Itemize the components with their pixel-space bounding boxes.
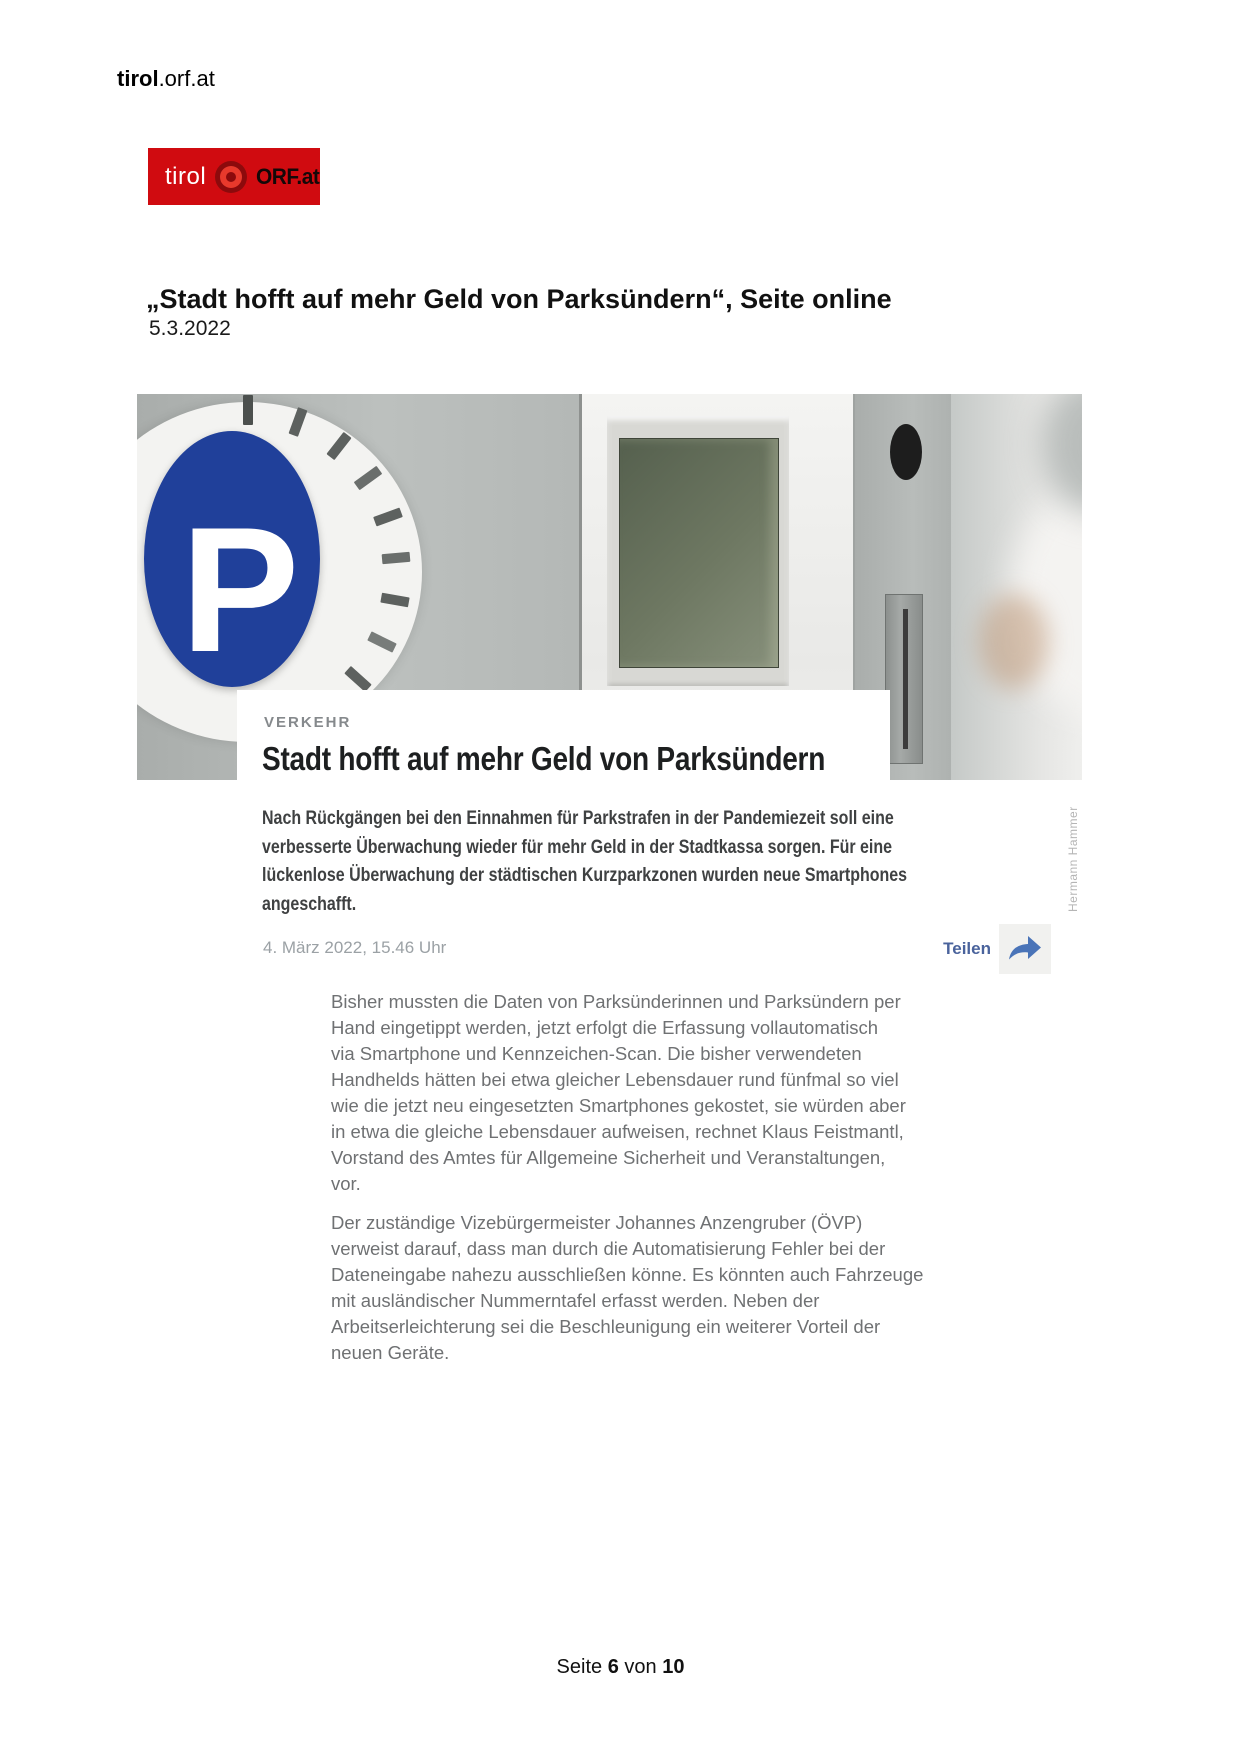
logo-orfat-label: ORF.at [256,163,320,189]
lead-line: lückenlose Überwachung der städtischen Kurzparkzonen wurden neue Smartphones [262,864,908,886]
share-iconbox[interactable] [999,924,1051,974]
orf-eye-icon [215,161,247,193]
body-line: neuen Geräte. [331,1342,450,1363]
article-lead [262,804,1049,918]
document-date: 5.3.2022 [149,317,231,340]
footer-current-page: 6 [607,1656,619,1678]
body-line: Dateneingabe nahezu ausschließen könne. Es könnten auch Fahrzeuge [331,1264,924,1285]
footer-middle: von [624,1656,657,1678]
body-line: Arbeitserleichterung sei die Beschleunigung ein weiterer Vorteil der [331,1316,881,1337]
share-button[interactable] [900,924,1051,974]
body-line: vor. [331,1173,361,1194]
meter-hole [890,424,922,480]
blurred-shadow [1041,394,1082,514]
body-paragraph [331,989,923,1197]
parking-sign-letter: P [180,490,300,689]
logo-tirol-label: tirol [165,162,207,190]
blurred-background [951,394,1082,780]
publish-date: 4. März 2022, 15.46 Uhr [263,938,447,957]
footer-prefix: Seite [556,1656,603,1678]
body-line: Handhelds hätten bei etwa gleicher Lebensdauer rund fünfmal so viel [331,1069,899,1090]
body-line: mit ausländischer Nummerntafel erfasst werden. Neben der [331,1290,820,1311]
brand-text [117,66,215,92]
lead-line: angeschafft. [262,892,357,915]
category-label: VERKEHR [264,714,352,731]
body-line: in etwa die gleiche Lebensdauer aufweisen, rechnet Klaus Feistmantl, [331,1121,904,1142]
share-arrow-icon [1008,935,1042,963]
body-line: Vorstand des Amtes für Allgemeine Sicherheit und Veranstaltungen, [331,1147,886,1168]
body-line: verweist darauf, dass man durch die Automatisierung Fehler bei der [331,1238,886,1259]
body-line: wie die jetzt neu eingesetzten Smartphones gekostet, sie würden aber [331,1095,906,1116]
parking-sign [144,431,320,687]
body-line: via Smartphone und Kennzeichen-Scan. Die bisher verwendeten [331,1043,862,1064]
body-paragraph [331,1210,923,1366]
display-window [619,438,779,668]
brand-rest: .orf.at [158,66,215,91]
photo-credit: Hermann Hammer [1066,806,1080,912]
body-line: Hand eingetippt werden, jetzt erfolgt die Erfassung vollautomatisch [331,1017,879,1038]
article-headline: Stadt hofft auf mehr Geld von Parksündern [262,740,826,777]
page-footer [0,1656,1241,1679]
footer-total-pages: 10 [662,1656,685,1678]
clock-tick [243,395,253,425]
coin-slot [885,594,923,764]
orf-logo [148,148,320,205]
lead-line: Nach Rückgängen bei den Einnahmen für Parkstrafen in der Pandemiezeit soll eine [262,807,894,829]
share-label[interactable]: Teilen [943,939,991,958]
blurred-highlight [979,594,1049,689]
coin-slit [903,609,908,749]
body-line: Der zuständige Vizebürgermeister Johannes Anzengruber (ÖVP) [331,1212,863,1233]
body-line: Bisher mussten die Daten von Parksünderinnen und Parksündern per [331,991,901,1012]
article-body [331,989,923,1366]
brand-bold: tirol [117,66,159,91]
document-title: „Stadt hofft auf mehr Geld von Parksündern“, Seite online [146,284,892,314]
lead-line: verbesserte Überwachung wieder für mehr Geld in der Stadtkassa sorgen. Für eine [262,835,893,858]
